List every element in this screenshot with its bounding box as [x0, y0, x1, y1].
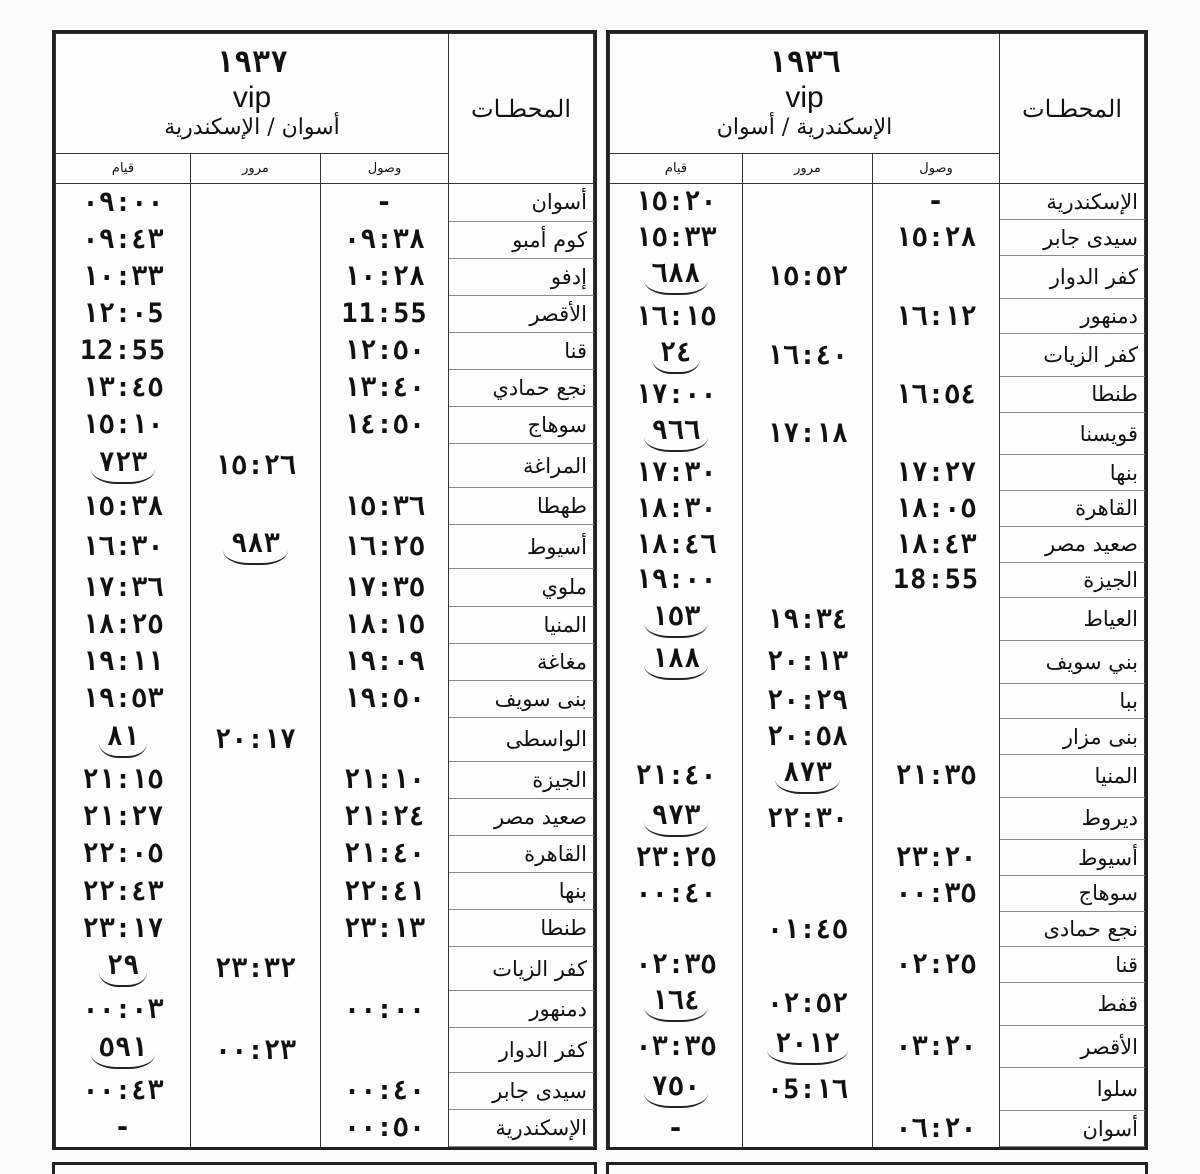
pass-time — [743, 220, 873, 256]
station-name: طهطا — [449, 488, 594, 525]
table-row — [610, 719, 1145, 755]
arrive-time: ١٠:٢٨ — [321, 258, 449, 295]
table-row — [56, 947, 594, 991]
station-name: كفر الزيات — [449, 947, 594, 991]
pass-time — [743, 947, 873, 983]
train-class: vip — [232, 80, 272, 114]
arrive-time — [873, 797, 1000, 840]
pass-time: ١٥:٢٦ — [191, 443, 321, 487]
table-row — [610, 562, 1145, 598]
stations-header: المحطـات — [1000, 34, 1145, 184]
pass-time — [191, 369, 321, 406]
station-name: صعيد مصر — [1000, 526, 1145, 562]
arrive-time — [873, 983, 1000, 1026]
depart-time: ١٣:٤٥ — [56, 369, 191, 406]
pass-time — [191, 295, 321, 332]
arrive-time — [321, 1028, 449, 1072]
table-row — [610, 491, 1145, 527]
table-row — [610, 184, 1145, 220]
arrive-time: ١٦:٢٥ — [321, 525, 449, 569]
arrive-time: ٠٢:٢٥ — [873, 947, 1000, 983]
table-row — [610, 412, 1145, 455]
arrive-time: ٢٣:١٣ — [321, 910, 449, 947]
depart-time: ١٢:٠5 — [56, 295, 191, 332]
pass-time — [743, 840, 873, 876]
marked-value: ١٥٣ — [644, 601, 709, 638]
pass-time: ١٩:٣٤ — [743, 598, 873, 641]
col-header-pass: مرور — [743, 154, 873, 184]
train-class: vip — [785, 80, 824, 114]
table-row — [610, 640, 1145, 683]
pass-time — [743, 1025, 873, 1068]
depart-time: ٠٠:٤٣ — [56, 1072, 191, 1109]
table-row — [56, 488, 594, 525]
arrive-time: 18:55 — [873, 562, 1000, 598]
station-name: الجيزة — [449, 761, 594, 798]
col-header-arrive: وصول — [321, 154, 449, 184]
table-row — [56, 798, 594, 835]
station-name: إدفو — [449, 258, 594, 295]
station-name: بنى سويف — [449, 680, 594, 717]
table-row — [56, 991, 594, 1028]
pass-time: ٠٠:٢٣ — [191, 1028, 321, 1072]
marked-value: ٧٥٠ — [644, 1071, 709, 1108]
pass-time: ٢٢:٣٠ — [743, 797, 873, 840]
arrive-time — [873, 598, 1000, 641]
depart-time — [610, 683, 743, 719]
arrive-time: ١٨:١٥ — [321, 606, 449, 643]
arrive-time: ٢١:١٠ — [321, 761, 449, 798]
arrive-time: ٢٢:٤١ — [321, 873, 449, 910]
col-header-pass: مرور — [191, 154, 321, 184]
pass-time — [191, 873, 321, 910]
station-name: المنيا — [449, 606, 594, 643]
pass-time: ٠5:١٦ — [743, 1068, 873, 1111]
table-row — [56, 680, 594, 717]
pass-time — [743, 754, 873, 797]
pass-time — [191, 332, 321, 369]
depart-time: ١٨:٤٦ — [610, 526, 743, 562]
table-row — [56, 606, 594, 643]
arrive-time: ٢١:٤٠ — [321, 835, 449, 872]
depart-time — [610, 1068, 743, 1111]
station-name: كفر الدوار — [1000, 256, 1145, 299]
station-name: كفر الدوار — [449, 1028, 594, 1072]
depart-time: ١٨:٣٠ — [610, 491, 743, 527]
pass-time — [191, 569, 321, 606]
station-name: قنا — [449, 332, 594, 369]
table-row — [610, 754, 1145, 797]
marked-value: ٦٨٨ — [644, 258, 709, 295]
marked-value: ٢٩ — [99, 950, 148, 987]
station-name: القاهرة — [1000, 491, 1145, 527]
pass-time — [743, 562, 873, 598]
pass-time — [191, 525, 321, 569]
station-name: الأقصر — [449, 295, 594, 332]
depart-time: ١٧:٠٠ — [610, 377, 743, 413]
pass-time: ١٧:١٨ — [743, 412, 873, 455]
table-row — [610, 598, 1145, 641]
arrive-time — [873, 640, 1000, 683]
station-name: دمنهور — [449, 991, 594, 1028]
depart-time: - — [610, 1111, 743, 1147]
station-name: طنطا — [449, 910, 594, 947]
pass-time: ٠٢:٥٢ — [743, 983, 873, 1026]
depart-time: ٠٩:٤٣ — [56, 221, 191, 258]
arrive-time: ١٤:٥٠ — [321, 406, 449, 443]
arrive-time: ٠٠:٤٠ — [321, 1072, 449, 1109]
depart-time: ١٥:٢٠ — [610, 184, 743, 220]
arrive-time — [873, 719, 1000, 755]
depart-time: ١٦:١٥ — [610, 298, 743, 334]
station-name: بنى مزار — [1000, 719, 1145, 755]
arrive-time: ٠٠:٠٠ — [321, 991, 449, 1028]
station-name: سيدى جابر — [1000, 220, 1145, 256]
arrive-time — [873, 256, 1000, 299]
pass-time — [191, 910, 321, 947]
station-name: أسيوط — [1000, 840, 1145, 876]
depart-time: ٢١:٤٠ — [610, 754, 743, 797]
pass-time — [191, 643, 321, 680]
arrive-time — [321, 947, 449, 991]
pass-time — [191, 991, 321, 1028]
arrive-time: ٠٠:٥٠ — [321, 1109, 449, 1146]
pass-time: ٠١:٤٥ — [743, 911, 873, 947]
table-row — [610, 526, 1145, 562]
arrive-time: ٢٣:٢٠ — [873, 840, 1000, 876]
table-row — [610, 797, 1145, 840]
pass-time — [191, 221, 321, 258]
arrive-time: ٠٠:٣٥ — [873, 875, 1000, 911]
table-row — [610, 1025, 1145, 1068]
arrive-time: - — [873, 184, 1000, 220]
station-name: سوهاج — [1000, 875, 1145, 911]
arrive-time: - — [321, 184, 449, 222]
depart-time: ٠٠:٠٣ — [56, 991, 191, 1028]
station-name: الجيزة — [1000, 562, 1145, 598]
depart-time — [56, 1028, 191, 1072]
col-header-depart: قيام — [610, 154, 743, 184]
pass-time — [191, 406, 321, 443]
pass-time — [191, 258, 321, 295]
arrive-time — [873, 911, 1000, 947]
table-row — [56, 717, 594, 761]
pass-time — [191, 488, 321, 525]
marked-value: ٨٧٣ — [775, 757, 840, 794]
table-row — [56, 525, 594, 569]
table-row — [56, 1028, 594, 1072]
next-table-edge — [606, 1162, 1148, 1174]
table-row — [610, 840, 1145, 876]
train-header — [610, 34, 1000, 154]
next-table-edge — [52, 1162, 597, 1174]
marked-value: ٢٠١٢ — [767, 1028, 848, 1065]
station-name: بني سويف — [1000, 640, 1145, 683]
timetable-grid — [55, 33, 594, 1147]
station-name: مغاغة — [449, 643, 594, 680]
pass-time: ٢٠:١٣ — [743, 640, 873, 683]
pass-time — [743, 298, 873, 334]
arrive-time: ٠٩:٣٨ — [321, 221, 449, 258]
pass-time — [191, 1072, 321, 1109]
depart-time — [610, 598, 743, 641]
table-row — [610, 377, 1145, 413]
table-row — [56, 761, 594, 798]
station-name: سيدى جابر — [449, 1072, 594, 1109]
pass-time: ٢٣:٣٢ — [191, 947, 321, 991]
depart-time: ٠٠:٤٠ — [610, 875, 743, 911]
station-name: العياط — [1000, 598, 1145, 641]
station-name: صعيد مصر — [449, 798, 594, 835]
depart-time: 12:55 — [56, 332, 191, 369]
depart-time: ١٥:١٠ — [56, 406, 191, 443]
depart-time: ١٥:٣٨ — [56, 488, 191, 525]
depart-time: ٢١:٢٧ — [56, 798, 191, 835]
depart-time — [56, 947, 191, 991]
depart-time: ٠٢:٣٥ — [610, 947, 743, 983]
arrive-time — [321, 717, 449, 761]
arrive-time — [873, 334, 1000, 377]
marked-value: ٩٦٦ — [644, 415, 709, 452]
train-route: الإسكندرية / أسوان — [716, 115, 893, 141]
station-name: قفط — [1000, 983, 1145, 1026]
arrive-time — [873, 683, 1000, 719]
depart-time: ١٨:٢٥ — [56, 606, 191, 643]
pass-time — [743, 875, 873, 911]
marked-value: ٩٨٣ — [223, 528, 288, 565]
station-name: كوم أمبو — [449, 221, 594, 258]
station-name: ببا — [1000, 683, 1145, 719]
marked-value: ١٨٨ — [644, 643, 709, 680]
station-name: نجع حمادى — [1000, 911, 1145, 947]
table-row — [610, 1111, 1145, 1147]
station-name: دمنهور — [1000, 298, 1145, 334]
station-name: كفر الزيات — [1000, 334, 1145, 377]
arrive-time: ١٦:٥٤ — [873, 377, 1000, 413]
station-name: طنطا — [1000, 377, 1145, 413]
train-header — [56, 34, 449, 154]
table-row — [56, 369, 594, 406]
train-number: ١٩٣٧ — [215, 45, 289, 81]
table-row — [56, 910, 594, 947]
station-name: قويسنا — [1000, 412, 1145, 455]
table-row — [56, 406, 594, 443]
pass-time — [191, 184, 321, 222]
station-name: ديروط — [1000, 797, 1145, 840]
depart-time: ١٧:٣٠ — [610, 455, 743, 491]
marked-value: ١٦٤ — [644, 985, 709, 1022]
marked-value: ٩٧٣ — [644, 800, 709, 837]
marked-value: ٨١ — [99, 721, 148, 758]
table-row — [610, 947, 1145, 983]
pass-time — [191, 1109, 321, 1146]
pass-time — [743, 526, 873, 562]
depart-time: ١٠:٣٣ — [56, 258, 191, 295]
station-name: أسوان — [449, 184, 594, 222]
arrive-time: ١٥:٣٦ — [321, 488, 449, 525]
arrive-time: ٠٣:٢٠ — [873, 1025, 1000, 1068]
station-name: المراغة — [449, 443, 594, 487]
train-number: ١٩٣٦ — [768, 45, 841, 81]
table-row — [610, 334, 1145, 377]
pass-time: ٢٠:٥٨ — [743, 719, 873, 755]
station-name: الواسطى — [449, 717, 594, 761]
table-row — [56, 835, 594, 872]
table-row — [610, 875, 1145, 911]
table-row — [56, 569, 594, 606]
depart-time — [610, 640, 743, 683]
depart-time: ١٩:٠٠ — [610, 562, 743, 598]
marked-value: ٧٢٣ — [91, 447, 156, 484]
table-row — [56, 873, 594, 910]
table-row — [610, 220, 1145, 256]
timetable-train-1937 — [52, 30, 597, 1150]
arrive-time: ٢١:٢٤ — [321, 798, 449, 835]
table-row — [56, 332, 594, 369]
depart-time: ١٥:٣٣ — [610, 220, 743, 256]
station-name: المنيا — [1000, 754, 1145, 797]
depart-time: ١٦:٣٠ — [56, 525, 191, 569]
station-name: أسيوط — [449, 525, 594, 569]
timetable-grid — [609, 33, 1145, 1147]
table-row — [610, 683, 1145, 719]
stations-header: المحطـات — [449, 34, 594, 184]
station-name: سوهاج — [449, 406, 594, 443]
station-name: قنا — [1000, 947, 1145, 983]
arrive-time — [873, 1068, 1000, 1111]
depart-time — [56, 443, 191, 487]
table-row — [56, 1109, 594, 1146]
depart-time — [610, 334, 743, 377]
depart-time: ١٧:٣٦ — [56, 569, 191, 606]
table-row — [56, 1072, 594, 1109]
station-name: أسوان — [1000, 1111, 1145, 1147]
arrive-time: ١٧:٣٥ — [321, 569, 449, 606]
depart-time: ١٩:٥٣ — [56, 680, 191, 717]
marked-value: ٥٩١ — [91, 1032, 156, 1069]
pass-time — [743, 455, 873, 491]
station-name: ملوي — [449, 569, 594, 606]
pass-time — [191, 761, 321, 798]
station-name: الإسكندرية — [449, 1109, 594, 1146]
depart-time — [610, 719, 743, 755]
pass-time — [743, 377, 873, 413]
depart-time: ٢٣:٢٥ — [610, 840, 743, 876]
timetable-train-1936 — [606, 30, 1148, 1150]
arrive-time: ١٦:١٢ — [873, 298, 1000, 334]
col-header-depart: قيام — [56, 154, 191, 184]
table-row — [610, 983, 1145, 1026]
arrive-time: ١٥:٢٨ — [873, 220, 1000, 256]
table-row — [610, 1068, 1145, 1111]
arrive-time: ٢١:٣٥ — [873, 754, 1000, 797]
depart-time: ٠٣:٣٥ — [610, 1025, 743, 1068]
depart-time — [610, 256, 743, 299]
station-name: القاهرة — [449, 835, 594, 872]
station-name: سلوا — [1000, 1068, 1145, 1111]
arrive-time: ١٢:٥٠ — [321, 332, 449, 369]
arrive-time: 11:55 — [321, 295, 449, 332]
pass-time — [743, 1111, 873, 1147]
pass-time: ٢٠:٢٩ — [743, 683, 873, 719]
arrive-time: ١٩:٠٩ — [321, 643, 449, 680]
depart-time: ٢٢:٤٣ — [56, 873, 191, 910]
marked-value: ٢٤ — [652, 337, 701, 374]
arrive-time: ١٧:٢٧ — [873, 455, 1000, 491]
station-name: الأقصر — [1000, 1025, 1145, 1068]
pass-time — [191, 798, 321, 835]
pass-time — [191, 606, 321, 643]
depart-time: ٢٢:٠٥ — [56, 835, 191, 872]
depart-time: ٢١:١٥ — [56, 761, 191, 798]
table-row — [610, 298, 1145, 334]
table-row — [56, 443, 594, 487]
table-row — [56, 184, 594, 222]
pass-time: ٢٠:١٧ — [191, 717, 321, 761]
arrive-time: ٠٦:٢٠ — [873, 1111, 1000, 1147]
table-row — [610, 911, 1145, 947]
pass-time: ١٥:٥٢ — [743, 256, 873, 299]
station-name: بنها — [1000, 455, 1145, 491]
pass-time — [191, 680, 321, 717]
pass-time — [743, 184, 873, 220]
station-name: الإسكندرية — [1000, 184, 1145, 220]
table-row — [56, 295, 594, 332]
depart-time — [56, 717, 191, 761]
train-route: أسوان / الإسكندرية — [164, 115, 340, 141]
depart-time — [610, 911, 743, 947]
table-row — [56, 643, 594, 680]
depart-time — [610, 797, 743, 840]
table-row — [610, 256, 1145, 299]
station-name: بنها — [449, 873, 594, 910]
depart-time: ٠٩:٠٠ — [56, 184, 191, 222]
depart-time — [610, 412, 743, 455]
arrive-time: ١٨:٠٥ — [873, 491, 1000, 527]
arrive-time — [321, 443, 449, 487]
pass-time — [743, 491, 873, 527]
pass-time — [191, 835, 321, 872]
depart-time: ١٩:١١ — [56, 643, 191, 680]
arrive-time: ١٨:٤٣ — [873, 526, 1000, 562]
arrive-time — [873, 412, 1000, 455]
depart-time — [610, 983, 743, 1026]
depart-time: - — [56, 1109, 191, 1146]
depart-time: ٢٣:١٧ — [56, 910, 191, 947]
col-header-arrive: وصول — [873, 154, 1000, 184]
arrive-time: ١٣:٤٠ — [321, 369, 449, 406]
table-row — [56, 258, 594, 295]
station-name: نجع حمادي — [449, 369, 594, 406]
table-row — [56, 221, 594, 258]
table-row — [610, 455, 1145, 491]
arrive-time: ١٩:٥٠ — [321, 680, 449, 717]
pass-time: ١٦:٤٠ — [743, 334, 873, 377]
